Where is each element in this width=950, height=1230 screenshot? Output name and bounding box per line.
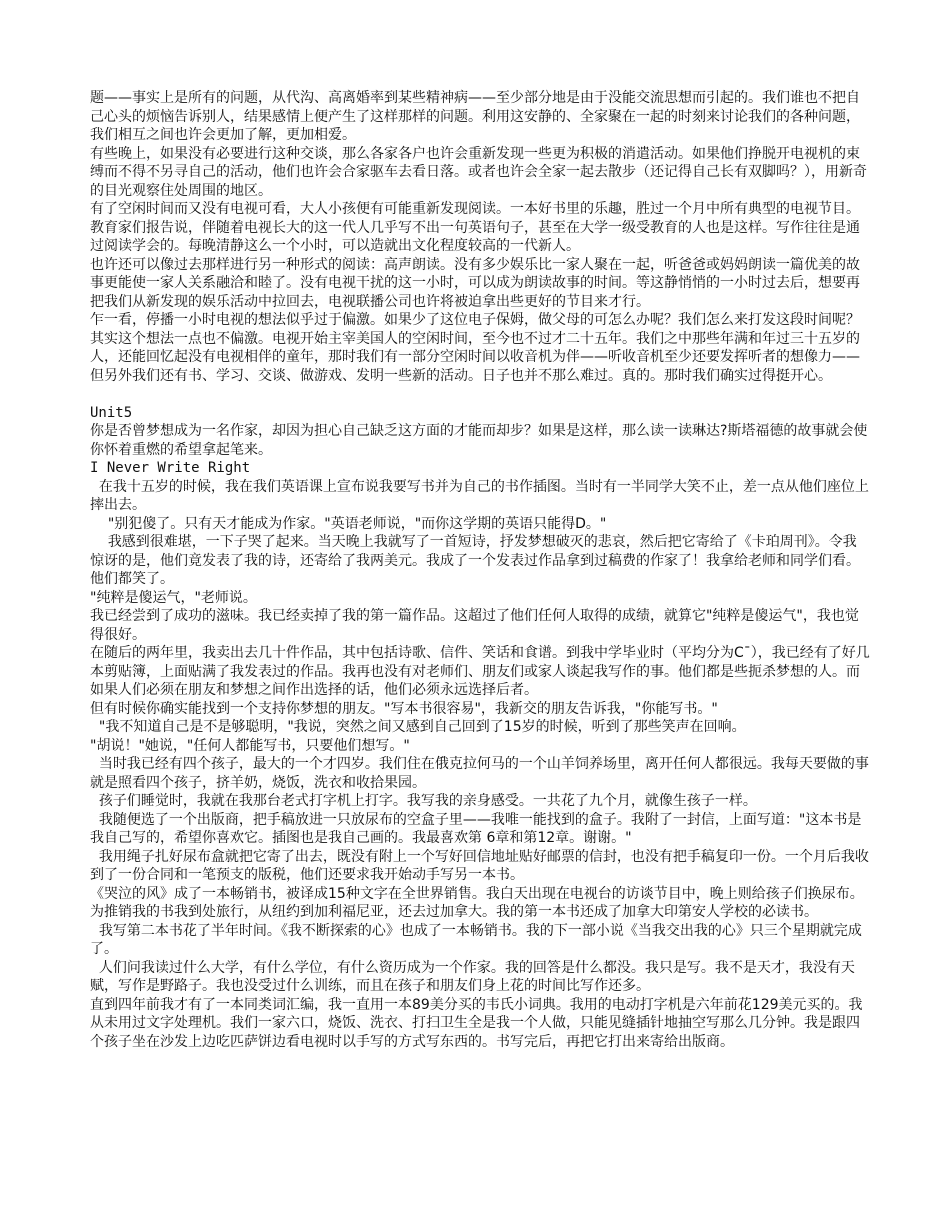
paragraph-reading-aloud: 也许还可以像过去那样进行另一种形式的阅读：高声朗读。没有多少娱乐比一家人聚在一起，听爸爸或妈妈朗读一篇优美的故事更能使一家人关系融洽和睦了。没有电视干扰的这一小时，可以成为朗读故事的时间。等这静悄悄的一小时过去后，想要再把我们从新发现的娱乐活动中拉回去，电视联播公司也许将被迫拿出些更好的节目来才行。: [90, 256, 860, 310]
unit-intro: 你是否曾梦想成为一名作家，却因为担心自己缺乏这方面的才能而却步？如果是这样，那么读一读琳达?斯塔福德的故事就会使你怀着重燃的希望拿起笔来。: [90, 423, 868, 458]
story-paragraph: "别犯傻了。只有天才能成为作家。"英语老师说，"而你这学期的英语只能得D。": [90, 515, 607, 532]
paragraph-generational-gap: 题——事实上是所有的问题，从代沟、高离婚率到某些精神病——至少部分地是由于没能交流思想而引起的。我们谁也不把自己心头的烦恼告诉别人，结果感情上便产生了这样那样的问题。利用这安静的、全家聚在一起的时刻来讨论我们的各种问题，我们相互之间也许会更加了解，更加相爱。: [90, 90, 860, 143]
unit-heading: Unit5: [90, 404, 133, 421]
story-paragraph: 在我十五岁的时候，我在我们英语课上宣布说我要写书并为自己的书作插图。当时有一半同学大笑不止，差一点从他们座位上摔出去。: [90, 478, 869, 513]
story-paragraph: 我用绳子扎好尿布盒就把它寄了出去，既没有附上一个写好回信地址贴好邮票的信封，也没有把手稿复印一份。一个月后我收到了一份合同和一笔预支的版税，他们还要求我开始动手写另一本书。: [90, 848, 869, 883]
story-paragraph: "纯粹是傻运气，"老师说。: [90, 589, 257, 606]
story-paragraph: 在随后的两年里，我卖出去几十件作品，其中包括诗歌、信件、笑话和食谱。到我中学毕业时（平均分为C¯），我已经有了好几本剪贴簿，上面贴满了我发表过的作品。我再也没有对老师们、朋友们或家人谈起我写作的事。他们都是些扼杀梦想的人。而如果人们必须在朋友和梦想之间作出选择的话，他们必须永远选择后者。: [90, 645, 870, 698]
paragraph-rediscover-reading: 有了空闲时间而又没有电视可看，大人小孩便有可能重新发现阅读。一本好书里的乐趣，胜过一个月中所有典型的电视节目。教育家们报告说，伴随着电视长大的这一代人几乎写不出一句英语句子，甚至在大学一级受教育的人也是这样。写作往往是通过阅读学会的。每晚清静这么一个小时，可以造就出文化程度较高的一代新人。: [90, 201, 860, 254]
story-paragraph: "胡说！"她说，"任何人都能写书，只要他们想写。": [90, 737, 410, 754]
story-paragraph: 《哭泣的风》成了一本畅销书，被译成15种文字在全世界销售。我白天出现在电视台的访谈节目中，晚上则给孩子们换尿布。为推销我的书我到处旅行，从纽约到加利福尼亚，还去过加拿大。我的第一本书还成了加拿大印第安人学校的必读书。: [90, 885, 864, 920]
story-paragraph: 孩子们睡觉时，我就在我那台老式打字机上打字。我写我的亲身感受。一共花了九个月，就像生孩子一样。: [90, 793, 757, 809]
paragraph-not-radical: 乍一看，停播一小时电视的想法似乎过于偏激。如果少了这位电子保姆，做父母的可怎么办呢？我们怎么来打发这段时间呢？其实这个想法一点也不偏激。电视开始主宰美国人的空闲时间，至今也不过才二十五年。我们之中那些年满和年过三十五岁的人，还能回忆起没有电视相伴的童年，那时我们有一部分空闲时间以收音机为伴——听收音机至少还要发挥听者的想像力——但另外我们还有书、学习、交谈、做游戏、发明一些新的活动。日子也并不那么难过。真的。那时我们确实过得挺开心。: [90, 312, 860, 384]
story-title: I Never Write Right: [90, 460, 251, 476]
story-paragraph: 当时我已经有四个孩子，最大的一个才四岁。我们住在俄克拉何马的一个山羊饲养场里，离开任何人都很远。我每天要做的事就是照看四个孩子，挤羊奶，烧饭，洗衣和收拾果园。: [90, 756, 869, 791]
story-paragraph: 我随便选了一个出版商，把手稿放进一只放尿布的空盒子里——我唯一能找到的盒子。我附了一封信，上面写道："这本书是我自己写的，希望你喜欢它。插图也是我自己画的。我最喜欢第 6章和第12章。谢谢。": [90, 811, 862, 846]
story-paragraph: 但有时候你确实能找到一个支持你梦想的朋友。"写本书很容易"，我新交的朋友告诉我，"你能写书。": [90, 700, 718, 717]
document-page: [90, 89, 870, 1051]
story-paragraph: 我写第二本书花了半年时间。《我不断探索的心》也成了一本畅销书。我的下一部小说《当我交出我的心》只三个星期就完成了。: [90, 922, 862, 957]
story-paragraph: "我不知道自己是不是够聪明，"我说，突然之间又感到自己回到了15岁的时候，听到了那些笑声在回响。: [90, 719, 746, 735]
story-paragraph: 直到四年前我才有了一本同类词汇编，我一直用一本89美分买的韦氏小词典。我用的电动打字机是六年前花129美元买的。我从未用过文字处理机。我们一家六口，烧饭、洗衣、打扫卫生全是我一个人做，只能见缝插针地抽空写那么几分钟。我是跟四个孩子坐在沙发上边吃匹萨饼边看电视时以手写的方式写东西的。书写完后，再把它打出来寄给出版商。: [90, 996, 863, 1050]
paragraph-evening-activities: 有些晚上，如果没有必要进行这种交谈，那么各家各户也许会重新发现一些更为积极的消遣活动。如果他们挣脱开电视机的束缚而不得不另寻自己的活动，他们也许会合家驱车去看日落。或者也许会全家一起去散步（还记得自己长有双脚吗？），用新奇的目光观察住处周围的地区。: [90, 145, 867, 199]
blank-line: [90, 385, 870, 404]
story-paragraph: 人们问我读过什么大学，有什么学位，有什么资历成为一个作家。我的回答是什么都没。我只是写。我不是天才，我没有天赋，写作是野路子。我也没受过什么训练，而且在孩子和朋友们身上花的时间比写作还多。: [90, 959, 855, 994]
story-paragraph: 我已经尝到了成功的滋味。我已经卖掉了我的第一篇作品。这超过了他们任何人取得的成绩，就算它"纯粹是傻运气"，我也觉得很好。: [90, 608, 859, 643]
story-paragraph: 我感到很难堪，一下子哭了起来。当天晚上我就写了一首短诗，抒发梦想破灭的悲哀，然后把它寄给了《卡珀周刊》。令我惊讶的是，他们竟发表了我的诗，还寄给了我两美元。我成了一个发表过作品拿到过稿费的作家了！我拿给老师和同学们看。他们都笑了。: [90, 534, 860, 587]
